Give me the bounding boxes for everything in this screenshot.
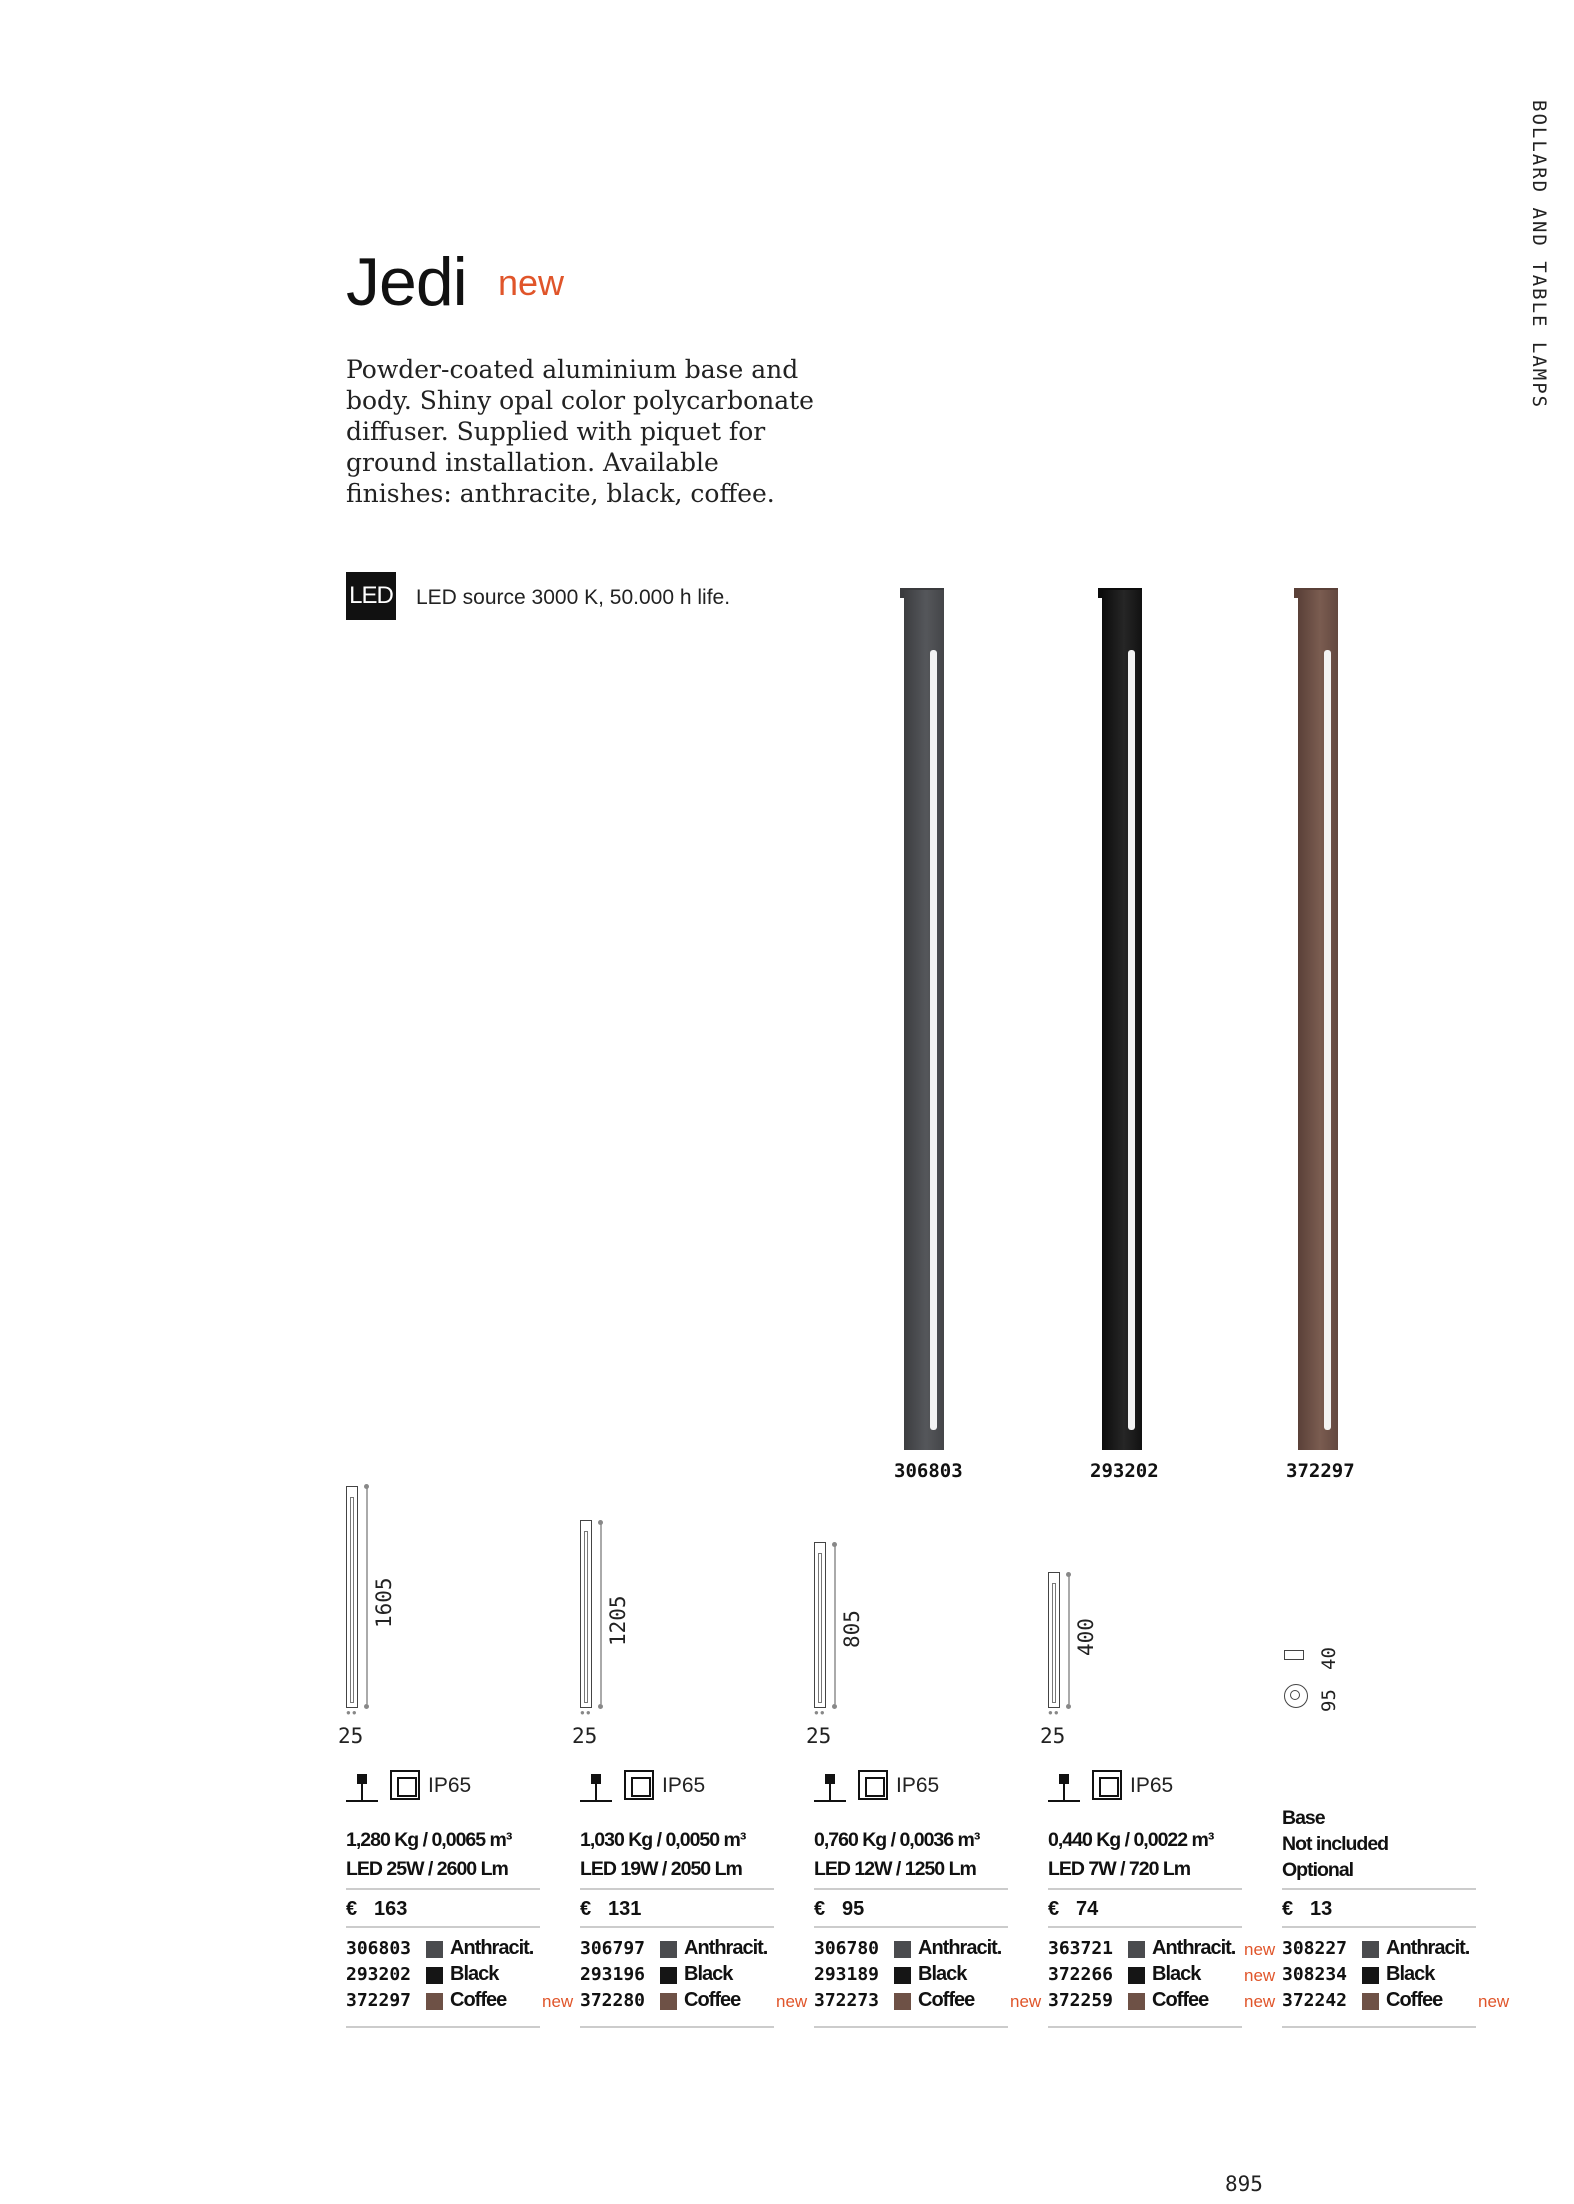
ip-rating: IP65 <box>1130 1774 1174 1797</box>
variant-code: 372273 <box>814 1990 880 2011</box>
variant-finish: Coffee <box>684 1989 741 2011</box>
price <box>1048 1898 1098 1921</box>
variant-row <box>1048 1962 1278 1988</box>
spec-power: LED 19W / 2050 Lm <box>580 1858 742 1880</box>
variant-row <box>1282 1936 1512 1962</box>
finish-swatch-icon <box>660 1941 677 1958</box>
variant-row <box>580 1936 810 1962</box>
finish-swatch-icon <box>1128 1993 1145 2010</box>
class-ii-icon <box>858 1770 888 1800</box>
variant-finish: Anthracit. <box>1152 1937 1236 1959</box>
price <box>580 1898 641 1921</box>
dimension-drawing <box>814 1542 826 1708</box>
variant-finish: Coffee <box>1386 1989 1443 2011</box>
variant-list <box>346 1936 576 2014</box>
variant-list <box>814 1936 1044 2014</box>
width-marker: ●● <box>346 1708 358 1717</box>
variant-list <box>1282 1936 1512 2014</box>
variant-finish: Black <box>1386 1963 1435 1985</box>
variant-row <box>1282 1988 1512 2014</box>
width-marker: ●● <box>814 1708 826 1717</box>
finish-swatch-icon <box>1362 1993 1379 2010</box>
variant-finish: Black <box>450 1963 499 1985</box>
lamp-body <box>1102 590 1142 1450</box>
width-marker: ●● <box>580 1708 592 1717</box>
variant-row <box>814 1988 1044 2014</box>
led-badge-icon <box>346 572 396 620</box>
class-ii-icon <box>390 1770 420 1800</box>
price-value: 163 <box>374 1898 408 1920</box>
variant-row <box>580 1988 810 2014</box>
divider <box>580 1888 774 1890</box>
variant-code: 363721 <box>1048 1938 1114 1959</box>
variant-new-tag: new <box>776 1992 808 2011</box>
finish-swatch-icon <box>426 1941 443 1958</box>
finish-swatch-icon <box>1362 1967 1379 1984</box>
dimension-line <box>366 1488 368 1704</box>
lamp-image-anthracite <box>900 590 944 1450</box>
dimension-line <box>1068 1576 1070 1704</box>
lamp-code: 306803 <box>894 1460 963 1482</box>
variant-row <box>346 1988 576 2014</box>
divider <box>814 1888 1008 1890</box>
dimension-dot <box>598 1520 603 1525</box>
variant-new-tag: new <box>1244 1940 1276 1959</box>
ip-row <box>814 1768 1034 1804</box>
divider <box>1282 1888 1476 1890</box>
page-number: 895 <box>1225 2172 1263 2196</box>
divider <box>346 1888 540 1890</box>
price-value: 131 <box>608 1898 642 1920</box>
spec-weight-volume: 1,280 Kg / 0,0065 m³ <box>346 1829 512 1851</box>
height-dimension: 1205 <box>606 1595 630 1646</box>
finish-swatch-icon <box>1128 1967 1145 1984</box>
base-note: Not included <box>1282 1833 1389 1855</box>
product-title: Jedi <box>346 244 467 320</box>
dimension-dot <box>832 1704 837 1709</box>
variant-code: 372242 <box>1282 1990 1348 2011</box>
base-diameter-dimension: 95 <box>1318 1689 1340 1712</box>
variant-code: 308227 <box>1282 1938 1348 1959</box>
variant-finish: Black <box>684 1963 733 1985</box>
variant-row <box>580 1962 810 1988</box>
dimension-dot <box>364 1484 369 1489</box>
ground-spike-icon <box>1048 1774 1082 1802</box>
currency: € <box>346 1898 358 1920</box>
variant-list <box>580 1936 810 2014</box>
dimension-drawing <box>580 1520 592 1708</box>
variant-row <box>346 1936 576 1962</box>
ip-rating: IP65 <box>896 1774 940 1797</box>
variant-code: 372266 <box>1048 1964 1114 1985</box>
ip-row <box>580 1768 800 1804</box>
variant-finish: Black <box>1152 1963 1201 1985</box>
ip-rating: IP65 <box>428 1774 472 1797</box>
height-dimension: 1605 <box>372 1577 396 1628</box>
led-source-text: LED source 3000 K, 50.000 h life. <box>416 586 731 609</box>
class-ii-icon <box>624 1770 654 1800</box>
width-dimension: 25 <box>572 1724 598 1748</box>
section-label: BOLLARD AND TABLE LAMPS <box>1528 100 1550 410</box>
divider <box>580 1926 774 1928</box>
dimension-drawing <box>346 1486 358 1708</box>
product-description: Powder-coated aluminium base and body. Shiny opal color polycarbonate diffuser. Supplied with piquet for ground installation. Available finishes: anthracite, black, coffee. <box>346 355 814 508</box>
ground-spike-icon <box>346 1774 380 1802</box>
divider <box>1048 2026 1242 2028</box>
divider <box>346 2026 540 2028</box>
variant-new-tag: new <box>1244 1992 1276 2011</box>
finish-swatch-icon <box>660 1993 677 2010</box>
variant-row <box>814 1962 1044 1988</box>
ground-spike-icon <box>814 1774 848 1802</box>
variant-finish: Black <box>918 1963 967 1985</box>
lamp-image-black <box>1098 590 1142 1450</box>
price-value: 95 <box>842 1898 865 1920</box>
variant-finish: Anthracit. <box>918 1937 1002 1959</box>
spec-power: LED 25W / 2600 Lm <box>346 1858 508 1880</box>
price <box>814 1898 864 1921</box>
base-top-drawing <box>1284 1684 1308 1708</box>
price <box>346 1898 407 1921</box>
variant-row <box>1048 1936 1278 1962</box>
variant-code: 293196 <box>580 1964 646 1985</box>
currency: € <box>1282 1898 1294 1920</box>
dimension-dot <box>598 1704 603 1709</box>
finish-swatch-icon <box>894 1941 911 1958</box>
base-side-drawing <box>1284 1650 1304 1660</box>
variant-finish: Anthracit. <box>450 1937 534 1959</box>
spec-weight-volume: 1,030 Kg / 0,0050 m³ <box>580 1829 746 1851</box>
divider <box>1282 1926 1476 1928</box>
base-note: Optional <box>1282 1859 1354 1881</box>
ip-rating: IP65 <box>662 1774 706 1797</box>
divider <box>1048 1888 1242 1890</box>
finish-swatch-icon <box>426 1993 443 2010</box>
finish-swatch-icon <box>894 1967 911 1984</box>
width-marker: ●● <box>1048 1708 1060 1717</box>
price <box>1282 1898 1332 1921</box>
variant-finish: Anthracit. <box>684 1937 768 1959</box>
variant-code: 306780 <box>814 1938 880 1959</box>
price-value: 74 <box>1076 1898 1099 1920</box>
ip-row <box>1048 1768 1268 1804</box>
finish-swatch-icon <box>894 1993 911 2010</box>
spec-weight-volume: 0,440 Kg / 0,0022 m³ <box>1048 1829 1214 1851</box>
variant-row <box>1282 1962 1512 1988</box>
lamp-code: 293202 <box>1090 1460 1159 1482</box>
divider <box>346 1926 540 1928</box>
variant-finish: Anthracit. <box>1386 1937 1470 1959</box>
height-dimension: 805 <box>840 1610 864 1648</box>
variant-finish: Coffee <box>1152 1989 1209 2011</box>
spec-power: LED 12W / 1250 Lm <box>814 1858 976 1880</box>
divider <box>814 1926 1008 1928</box>
height-dimension: 400 <box>1074 1618 1098 1656</box>
class-ii-icon <box>1092 1770 1122 1800</box>
variant-new-tag: new <box>1244 1966 1276 1985</box>
dimension-dot <box>1066 1704 1071 1709</box>
variant-code: 372297 <box>346 1990 412 2011</box>
lamp-body <box>904 590 944 1450</box>
spec-power: LED 7W / 720 Lm <box>1048 1858 1191 1880</box>
lamp-diffuser <box>930 650 937 1430</box>
ground-spike-icon <box>580 1774 614 1802</box>
width-dimension: 25 <box>806 1724 832 1748</box>
base-note: Base <box>1282 1807 1325 1829</box>
variant-code: 372259 <box>1048 1990 1114 2011</box>
variant-code: 293189 <box>814 1964 880 1985</box>
currency: € <box>580 1898 592 1920</box>
finish-swatch-icon <box>1362 1941 1379 1958</box>
dimension-line <box>600 1524 602 1704</box>
dimension-drawing <box>1048 1572 1060 1708</box>
ip-row <box>346 1768 566 1804</box>
lamp-code: 372297 <box>1286 1460 1355 1482</box>
lamp-diffuser <box>1324 650 1331 1430</box>
dimension-dot <box>364 1704 369 1709</box>
variant-new-tag: new <box>1478 1992 1510 2011</box>
width-dimension: 25 <box>338 1724 364 1748</box>
dimension-dot <box>1066 1572 1071 1577</box>
spec-weight-volume: 0,760 Kg / 0,0036 m³ <box>814 1829 980 1851</box>
finish-swatch-icon <box>660 1967 677 1984</box>
variant-new-tag: new <box>1010 1992 1042 2011</box>
variant-finish: Coffee <box>918 1989 975 2011</box>
variant-row <box>346 1962 576 1988</box>
divider <box>1282 2026 1476 2028</box>
variant-code: 293202 <box>346 1964 412 1985</box>
base-height-dimension: 40 <box>1318 1647 1340 1670</box>
variant-code: 308234 <box>1282 1964 1348 1985</box>
divider <box>814 2026 1008 2028</box>
currency: € <box>1048 1898 1060 1920</box>
finish-swatch-icon <box>426 1967 443 1984</box>
variant-code: 306803 <box>346 1938 412 1959</box>
variant-list <box>1048 1936 1278 2014</box>
variant-new-tag: new <box>542 1992 574 2011</box>
variant-row <box>1048 1988 1278 2014</box>
width-dimension: 25 <box>1040 1724 1066 1748</box>
variant-finish: Coffee <box>450 1989 507 2011</box>
led-badge-label: LED <box>349 582 393 609</box>
divider <box>1048 1926 1242 1928</box>
new-tag: new <box>498 262 565 303</box>
divider <box>580 2026 774 2028</box>
lamp-diffuser <box>1128 650 1135 1430</box>
lamp-body <box>1298 590 1338 1450</box>
variant-row <box>814 1936 1044 1962</box>
price-value: 13 <box>1310 1898 1333 1920</box>
finish-swatch-icon <box>1128 1941 1145 1958</box>
variant-code: 306797 <box>580 1938 646 1959</box>
lamp-image-coffee <box>1294 590 1338 1450</box>
dimension-dot <box>832 1542 837 1547</box>
dimension-line <box>834 1546 836 1704</box>
variant-code: 372280 <box>580 1990 646 2011</box>
currency: € <box>814 1898 826 1920</box>
